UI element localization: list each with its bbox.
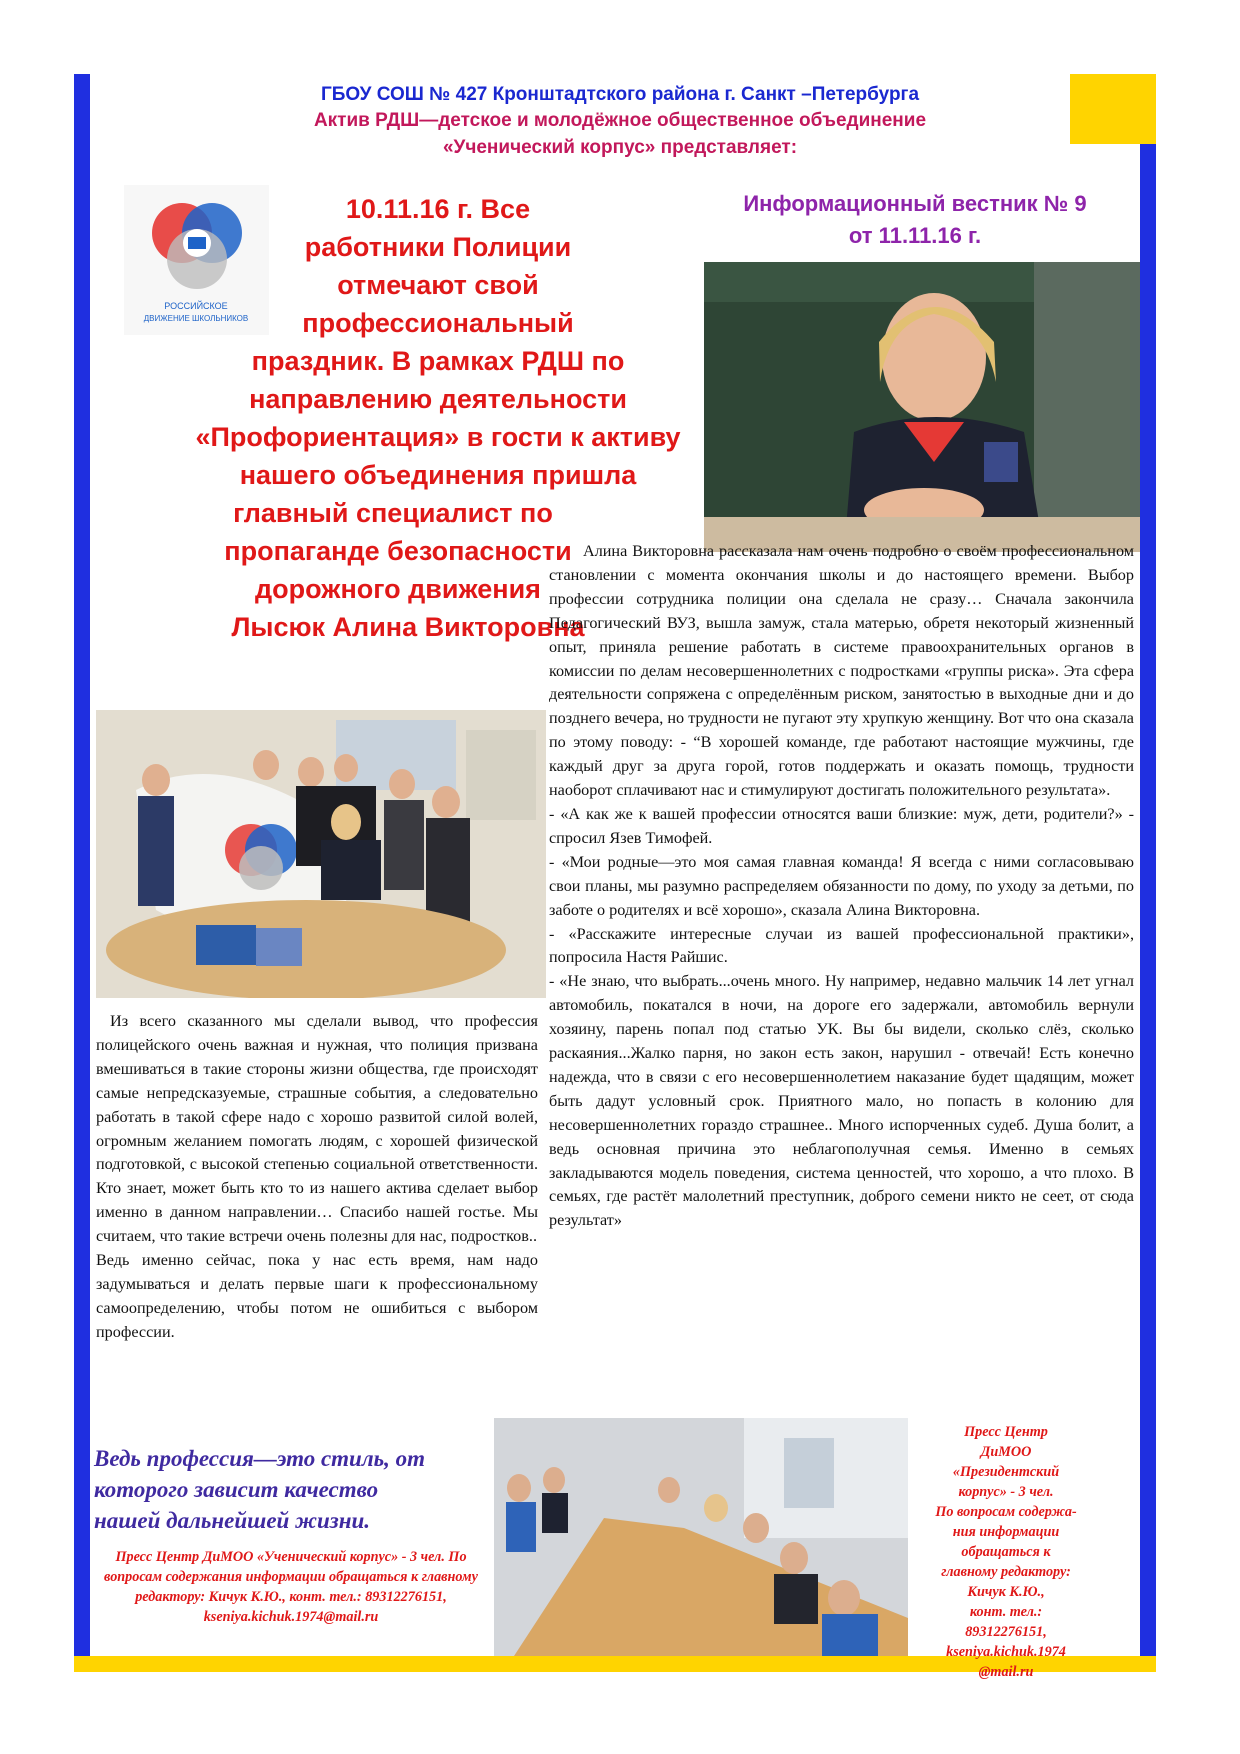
logo-text-1: РОССИЙСКОЕ <box>164 301 228 311</box>
bulletin-number: Информационный вестник № 9 <box>743 191 1087 216</box>
press-right-line: @mail.ru <box>978 1664 1034 1680</box>
headline-line: нашего объединения пришла <box>239 460 637 490</box>
headline-line: дорожного движения <box>255 574 541 604</box>
conclusion-paragraph: Из всего сказанного мы сделали вывод, что профессия полицейского очень важная и нужная, что полиция призвана вмешиваться в такие стороны жизни общества, где происходят самые непредсказуемые, страшные события, а следовательно работать в такой сфере надо с хорошо развитой силой волей, огромным желанием помогать людям, с хорошей физической подготовкой, с высокой степенью социальной ответственности. Кто знает, может быть кто то из нашего актива сделает выбор именно в данном направлении… Спасибо нашей гостье. Мы считаем, что такие встречи очень полезны для нас, подростков.. <box>96 1012 538 1246</box>
headline-line: главный специалист по <box>233 498 553 528</box>
press-center-right <box>920 1422 1092 1682</box>
press-right-line: обращаться к <box>961 1544 1051 1560</box>
frame-right-bar <box>1140 144 1156 1672</box>
conclusion-paragraph: Ведь именно сейчас, пока у нас есть время, нам надо задумываться и делать первые шаги к профессиональному самоопределению, чтобы потом не ошибиться с выбором профессии. <box>96 1251 538 1341</box>
headline-line: 10.11.16 г. Все <box>345 194 531 224</box>
motto <box>94 1443 534 1536</box>
press-center-left: Пресс Центр ДиМОО «Ученический корпус» - 3 чел. По вопросам содержания информации обращаться к главному редактору: Кичук К.Ю., конт. тел.: 89312276151, kseniya.kichuk.1974@mail.ru <box>104 1549 478 1625</box>
motto-line: которого зависит качество <box>94 1477 379 1502</box>
headline-line: отмечают свой <box>337 270 539 300</box>
article-paragraph: Алина Викторовна рассказала нам очень подробно о своём профессиональном становлении с момента окончания школы и до настоящего времени. Выбор профессии сотрудника полиции она сделала не сразу… Сначала закончила Педагогический ВУЗ, вышла замуж, стала матерью, обретя некоторый жизненный опыт, приняла решение работать в системе правоохранительных органов в комиссии по делам несовершеннолетних с подростками «группы риска». Эта сфера деятельности сопряжена с определённым риском, занятостью в выходные дни и до позднего вечера, но трудности не пугают эту хрупкую женщину. Вот что она сказала по этому поводу: - “В хорошей команде, где работают настоящие мужчины, где каждый друг за друга горой, готов поддержать и оказать помощь, трудности наоборот сплачивают нас и стимулируют достигать положительного результата». <box>549 542 1134 800</box>
motto-line: Ведь профессия—это стиль, от <box>94 1446 426 1471</box>
bulletin-title <box>700 188 1130 252</box>
headline-line: работники Полиции <box>304 232 572 262</box>
press-right-line: По вопросам содержа- <box>935 1504 1077 1520</box>
header-presents: «Ученический корпус» представляет: <box>442 137 798 158</box>
article-paragraph: - «Не знаю, что выбрать...очень много. Ну например, недавно мальчик 14 лет угнал автомобиль, покатался в ночи, на дороге его задержали, автомобиль вернули хозяину, парень попал под статью УК. Вы бы видели, сколько слёз, сколько раскаяния...Жалко парня, но закон есть закон, нарушил - отвечай! Есть конечно надежда, что в связи с его несовершеннолетием наказание будет щадящим, может быть дадут условный срок. Приятного мало, но попасть в колонию для несовершеннолетних гораздо страшнее.. Много испорченных судеб. Душа болит, а ведь основная причина это неблагополучная семья. Именно в семьях закладываются модель поведения, система ценностей, что хорошо, а что плохо. В семьях, где растёт малолетний преступник, доброго семени никто не сеет, от сюда результат» <box>549 972 1134 1230</box>
press-right-line: 89312276151, <box>965 1624 1047 1640</box>
photo-officer-portrait <box>704 262 1140 552</box>
article-conclusion <box>96 1010 538 1345</box>
press-right-line: kseniya.kichuk.1974 <box>946 1644 1066 1660</box>
press-right-line: главному редактору: <box>941 1564 1071 1580</box>
press-right-line: Кичук К.Ю., <box>967 1584 1045 1600</box>
press-right-line: конт. тел.: <box>969 1604 1043 1620</box>
header-school: ГБОУ СОШ № 427 Кронштадтского района г. Санкт –Петербурга <box>320 84 920 105</box>
press-right-line: ДиМОО <box>980 1444 1032 1460</box>
article-paragraph: - «Мои родные—это моя самая главная команда! Я всегда с ними согласовываю свои планы, мы разумно распределяем обязанности по дому, по уходу за детьми, по заботе о родителях и всё хорошо», сказала Алина Викторовна. <box>549 852 1134 919</box>
headline-line: «Профориентация» в гости к активу <box>195 422 681 452</box>
frame-left-bar <box>74 74 90 1670</box>
officer-photo-image <box>704 262 1140 552</box>
headline-line: праздник. В рамках РДШ по <box>251 346 625 376</box>
article-paragraph: - «А как же к вашей профессии относятся ваши близкие: муж, дети, родители?» - спросил Язев Тимофей. <box>549 804 1134 847</box>
press-right-line: «Президентский <box>952 1464 1060 1480</box>
headline-line: пропаганде безопасности <box>224 536 572 566</box>
logo-text-2: ДВИЖЕНИЕ ШКОЛЬНИКОВ <box>143 314 249 323</box>
header-organization: Актив РДШ—детское и молодёжное общественное объединение <box>313 110 927 131</box>
press-right-line: Пресс Центр <box>964 1424 1048 1440</box>
motto-line: нашей дальнейшей жизни. <box>94 1508 371 1533</box>
headline-line: направлению деятельности <box>249 384 627 414</box>
article-paragraph: - «Расскажите интересные случаи из вашей профессиональной практики», попросила Настя Райшис. <box>549 924 1134 967</box>
group-photo-image <box>96 710 546 998</box>
article-interview <box>549 540 1134 1233</box>
photo-group-with-flag <box>96 710 546 998</box>
bulletin-date: от 11.11.16 г. <box>848 223 982 248</box>
press-right-line: ния информации <box>952 1524 1060 1540</box>
headline-line: профессиональный <box>302 308 574 338</box>
press-right-line: корпус» - 3 чел. <box>958 1484 1054 1500</box>
photo-meeting <box>494 1418 908 1656</box>
meeting-photo-image <box>494 1418 908 1656</box>
headline-line: Лысюк Алина Викторовна <box>231 612 585 642</box>
